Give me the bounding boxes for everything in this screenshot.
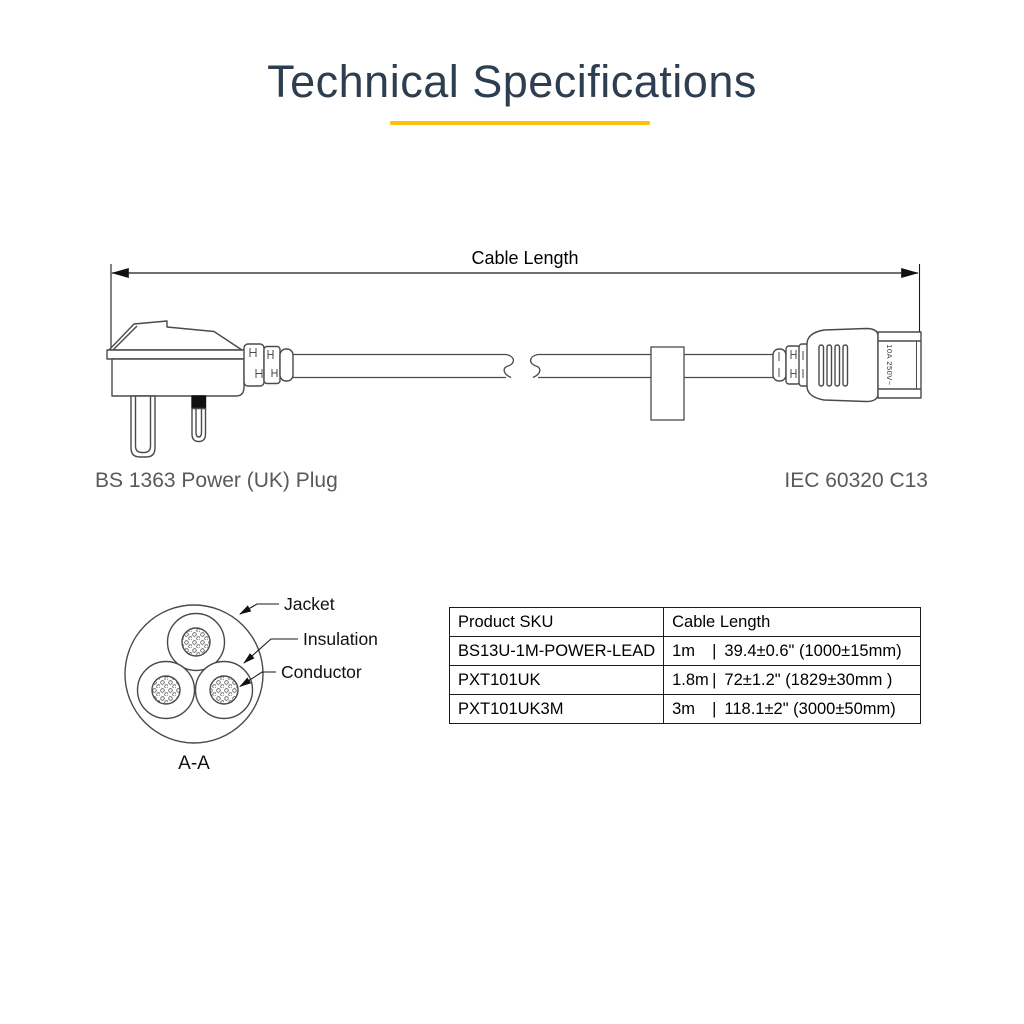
conductor-strands [152, 676, 180, 704]
jacket-leader-line [240, 604, 279, 614]
insulation-label: Insulation [303, 629, 378, 649]
cross-section-drawing [125, 605, 263, 743]
rating-label: 10A 250V~ [885, 344, 894, 386]
length-imperial: 39.4±0.6" (1000±15mm) [724, 641, 902, 660]
left-connector-label: BS 1363 Power (UK) Plug [95, 469, 338, 492]
length-cell [664, 695, 921, 724]
table-header-length: Cable Length [664, 608, 921, 637]
page-title: Technical Specifications [267, 56, 757, 107]
sku-cell: PXT101UK3M [450, 695, 664, 724]
table-header-sku: Product SKU [450, 608, 664, 637]
sku-cell: PXT101UK [450, 666, 664, 695]
table-row [450, 637, 921, 666]
length-imperial: 118.1±2" (3000±50mm) [724, 699, 896, 718]
length-cell [664, 637, 921, 666]
length-cell [664, 666, 921, 695]
table-header-row [450, 608, 921, 637]
iec-c13-drawing [773, 329, 921, 402]
table-row [450, 695, 921, 724]
length-separator: | [712, 641, 717, 660]
length-metric: 1m [672, 641, 696, 660]
conductor-strands [210, 676, 238, 704]
jacket-label: Jacket [284, 594, 335, 614]
length-imperial: 72±1.2" (1829±30mm ) [724, 670, 893, 689]
cable-tie [651, 347, 684, 420]
section-aa-label: A-A [178, 753, 210, 774]
length-separator: | [712, 699, 717, 718]
cable-length-label: Cable Length [471, 248, 579, 268]
right-connector-label: IEC 60320 C13 [784, 469, 928, 492]
uk-plug-drawing [107, 321, 293, 457]
table-row [450, 666, 921, 695]
length-separator: | [712, 670, 717, 689]
sku-cell: BS13U-1M-POWER-LEAD [450, 637, 664, 666]
length-metric: 3m [672, 699, 696, 718]
dimension-line-group [111, 264, 920, 351]
conductor-strands [182, 628, 210, 656]
spec-table [449, 607, 921, 724]
length-metric: 1.8m [672, 670, 709, 689]
cable-break [504, 355, 513, 378]
power-cable [293, 347, 773, 420]
conductor-label: Conductor [281, 662, 362, 682]
